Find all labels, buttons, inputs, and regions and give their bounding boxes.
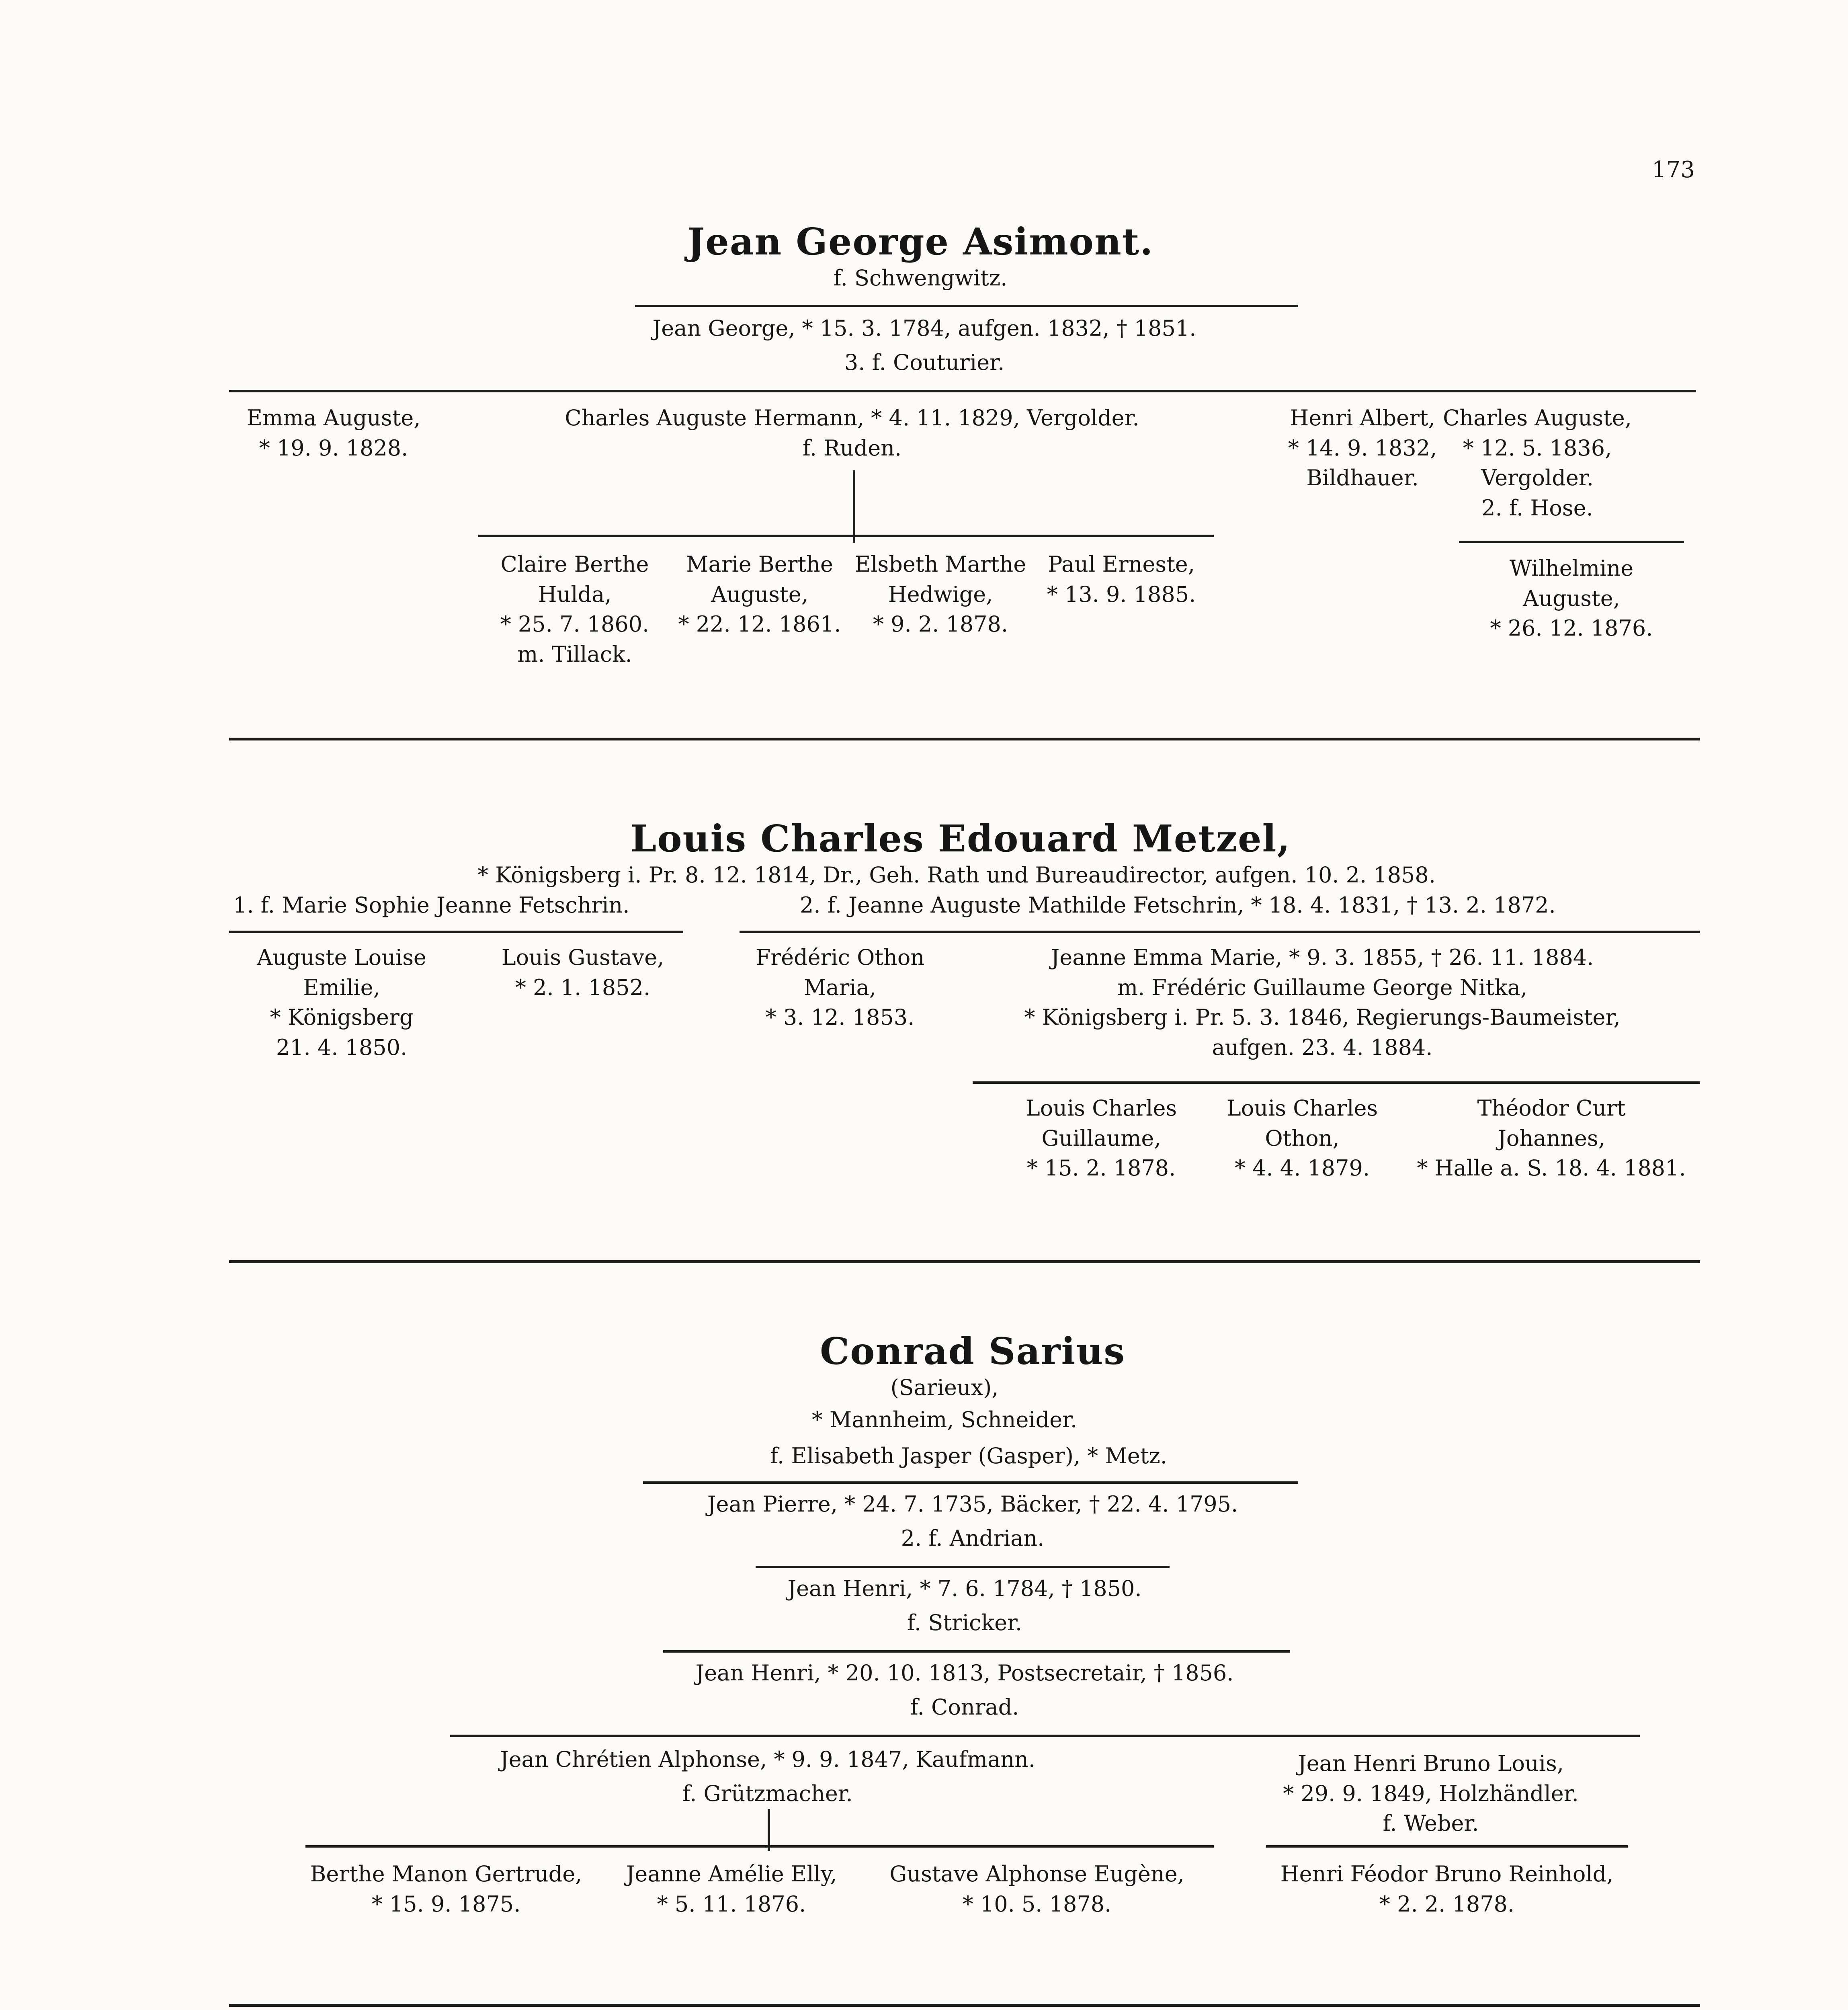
descent-line <box>853 470 855 543</box>
grandchild-entry: Elsbeth Marthe Hedwige, * 9. 2. 1878. <box>854 552 1026 637</box>
spouse-line: 2. f. Andrian. <box>901 1526 1045 1551</box>
grandchild-entry: Marie Berthe Auguste, * 22. 12. 1861. <box>678 552 841 637</box>
grandchild-entry: Louis Charles Guillaume, * 15. 2. 1878. <box>1025 1095 1177 1181</box>
section-divider <box>229 1260 1700 1263</box>
grandchild-entry: Berthe Manon Gertrude, * 15. 9. 1875. <box>310 1861 582 1917</box>
bracket-line <box>1459 541 1684 543</box>
spouse-line: f. Schwengwitz. <box>833 265 1008 291</box>
bracket-line <box>450 1735 1640 1737</box>
spouse-line: f. Conrad. <box>910 1694 1019 1720</box>
person-entry: Jean Henri, * 7. 6. 1784, † 1850. <box>787 1576 1142 1601</box>
child-entry: Jean Chrétien Alphonse, * 9. 9. 1847, Kaufmann. <box>500 1747 1036 1772</box>
grandchild-entry: Henri Féodor Bruno Reinhold, * 2. 2. 1878. <box>1280 1861 1614 1917</box>
child-entry: Jean Henri Bruno Louis, * 29. 9. 1849, Holzhändler. f. Weber. <box>1283 1751 1579 1836</box>
grandchild-entry: Théodor Curt Johannes, * Halle a. S. 18. 4. 1881. <box>1417 1095 1686 1181</box>
grandchild-entry: Claire Berthe Hulda, * 25. 7. 1860. m. Tillack. <box>500 552 649 667</box>
spouse-line: f. Stricker. <box>907 1610 1022 1635</box>
person-entry: (Sarieux), <box>890 1375 999 1400</box>
bracket-line <box>663 1650 1290 1653</box>
bracket-line <box>973 1081 1700 1084</box>
child-entry: Charles Auguste Hermann, * 4. 11. 1829, Vergolder. f. Ruden. <box>565 405 1139 461</box>
grandchild-entry: Jeanne Amélie Elly, * 5. 11. 1876. <box>626 1861 837 1917</box>
bracket-line <box>643 1481 1298 1484</box>
spouse-line: f. Grützmacher. <box>682 1781 853 1806</box>
spouse-line: f. Elisabeth Jasper (Gasper), * Metz. <box>770 1443 1168 1469</box>
page-number: 173 <box>1652 157 1695 183</box>
person-entry: Jean George, * 15. 3. 1784, aufgen. 1832, † 1851. <box>652 316 1196 341</box>
family-title: Jean George Asimont. <box>687 220 1154 263</box>
child-entry: Jeanne Emma Marie, * 9. 3. 1855, † 26. 11. 1884. m. Frédéric Guillaume George Nitka, * Königsberg i. Pr. 5. 3. 1846, Regierungs-Baumeister, aufgen. 23. 4. 1884. <box>1024 945 1621 1060</box>
section-divider <box>229 738 1700 740</box>
child-entry: Emma Auguste, * 19. 9. 1828. <box>246 405 421 461</box>
bracket-line <box>478 535 1214 537</box>
bracket-line <box>740 931 1700 933</box>
bracket-line <box>635 305 1298 307</box>
person-entry: Jean Henri, * 20. 10. 1813, Postsecretair, † 1856. <box>695 1660 1234 1686</box>
bracket-line <box>1266 1845 1628 1848</box>
child-entry: Henri Albert, * 14. 9. 1832, Bildhauer. <box>1288 405 1437 491</box>
person-entry: Jean Pierre, * 24. 7. 1735, Bäcker, † 22. 4. 1795. <box>707 1491 1238 1517</box>
grandchild-entry: Paul Erneste, * 13. 9. 1885. <box>1047 552 1196 607</box>
child-entry: Louis Gustave, * 2. 1. 1852. <box>501 945 664 1000</box>
family-title: Conrad Sarius <box>820 1329 1126 1373</box>
bracket-line <box>756 1566 1170 1568</box>
bracket-line <box>305 1845 1214 1848</box>
child-entry: Auguste Louise Emilie, * Königsberg 21. 4. 1850. <box>257 945 426 1060</box>
person-entry: * Königsberg i. Pr. 8. 12. 1814, Dr., Geh. Rath und Bureaudirector, aufgen. 10. 2. 1858. <box>477 862 1436 888</box>
spouse-line: 2. f. Jeanne Auguste Mathilde Fetschrin, * 18. 4. 1831, † 13. 2. 1872. <box>800 892 1556 918</box>
child-entry: Charles Auguste, * 12. 5. 1836, Vergolder. 2. f. Hose. <box>1443 405 1632 521</box>
family-title: Louis Charles Edouard Metzel, <box>630 817 1291 860</box>
section-divider <box>229 2004 1700 2007</box>
grandchild-entry: Louis Charles Othon, * 4. 4. 1879. <box>1226 1095 1378 1181</box>
bracket-line <box>229 931 683 933</box>
spouse-line: 1. f. Marie Sophie Jeanne Fetschrin. <box>233 892 630 918</box>
child-entry: Frédéric Othon Maria, * 3. 12. 1853. <box>755 945 925 1030</box>
person-entry: * Mannheim, Schneider. <box>811 1407 1078 1432</box>
grandchild-entry: Wilhelmine Auguste, * 26. 12. 1876. <box>1490 556 1653 641</box>
bracket-line <box>229 390 1696 392</box>
grandchild-entry: Gustave Alphonse Eugène, * 10. 5. 1878. <box>889 1861 1184 1917</box>
spouse-line: 3. f. Couturier. <box>844 350 1005 375</box>
